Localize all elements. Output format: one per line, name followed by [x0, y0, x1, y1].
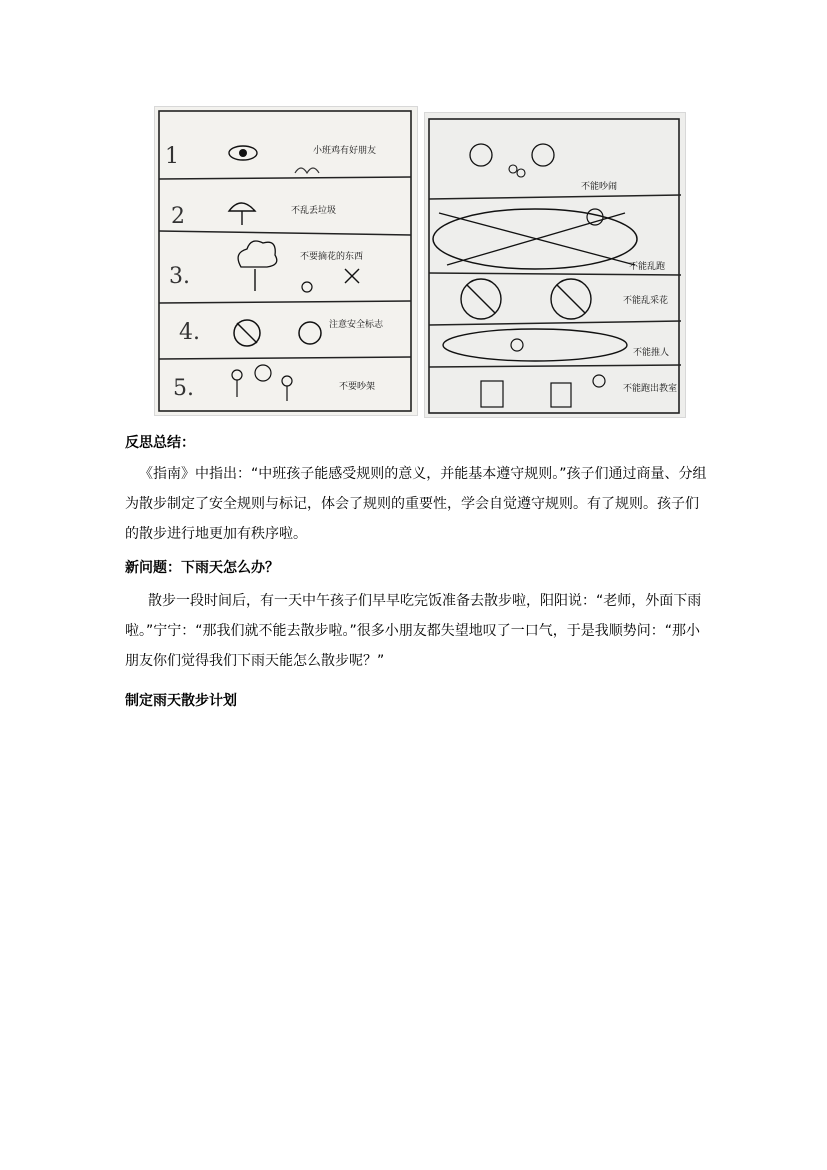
rule-number: 1	[165, 144, 179, 169]
rule-caption: 不能乱跑	[629, 262, 666, 272]
rules-drawing-photo-right	[424, 112, 686, 418]
rules-drawing-right	[425, 113, 685, 417]
reflection-paragraph: 《指南》中指出：“中班孩子能感受规则的意义，并能基本遵守规则。”孩子们通过商量、分组为散步制定了安全规则与标记，体会了规则的重要性，学会自觉遵守规则。有了规则。孩子们的散步进行地更加有秩序啦。	[125, 466, 707, 542]
new-problem-paragraph: 散步一段时间后，有一天中午孩子们早早吃完饭准备去散步啦，阳阳说：“老师，外面下雨啦。”宁宁：“那我们就不能去散步啦。”很多小朋友都失望地叹了一口气，于是我顺势问：“那小朋友你们觉得我们下雨天能怎么散步呢？”	[125, 593, 702, 669]
rule-number: 5.	[173, 376, 194, 401]
rule-number: 3.	[169, 264, 190, 289]
reflection-heading: 反思总结：	[125, 435, 195, 451]
rule-caption: 不能吵闹	[581, 182, 618, 192]
rules-drawing-left	[155, 107, 417, 415]
rule-caption: 小班鸡有好朋友	[313, 146, 377, 156]
rule-caption: 不要吵架	[339, 382, 376, 392]
rule-number: 2	[171, 204, 185, 229]
rule-caption: 不能跑出教室	[623, 384, 678, 394]
rule-caption: 不要摘花的东西	[300, 252, 364, 262]
rule-number: 4.	[179, 320, 200, 345]
rule-caption: 不能推人	[633, 348, 670, 358]
rule-caption: 不能乱采花	[623, 296, 669, 306]
rainy-day-plan-heading: 制定雨天散步计划	[125, 693, 237, 709]
rule-caption: 不乱丢垃圾	[291, 206, 337, 216]
rule-caption: 注意安全标志	[329, 320, 384, 330]
rules-drawing-photo-left	[154, 106, 418, 416]
new-problem-heading: 新问题：下雨天怎么办？	[125, 560, 279, 576]
